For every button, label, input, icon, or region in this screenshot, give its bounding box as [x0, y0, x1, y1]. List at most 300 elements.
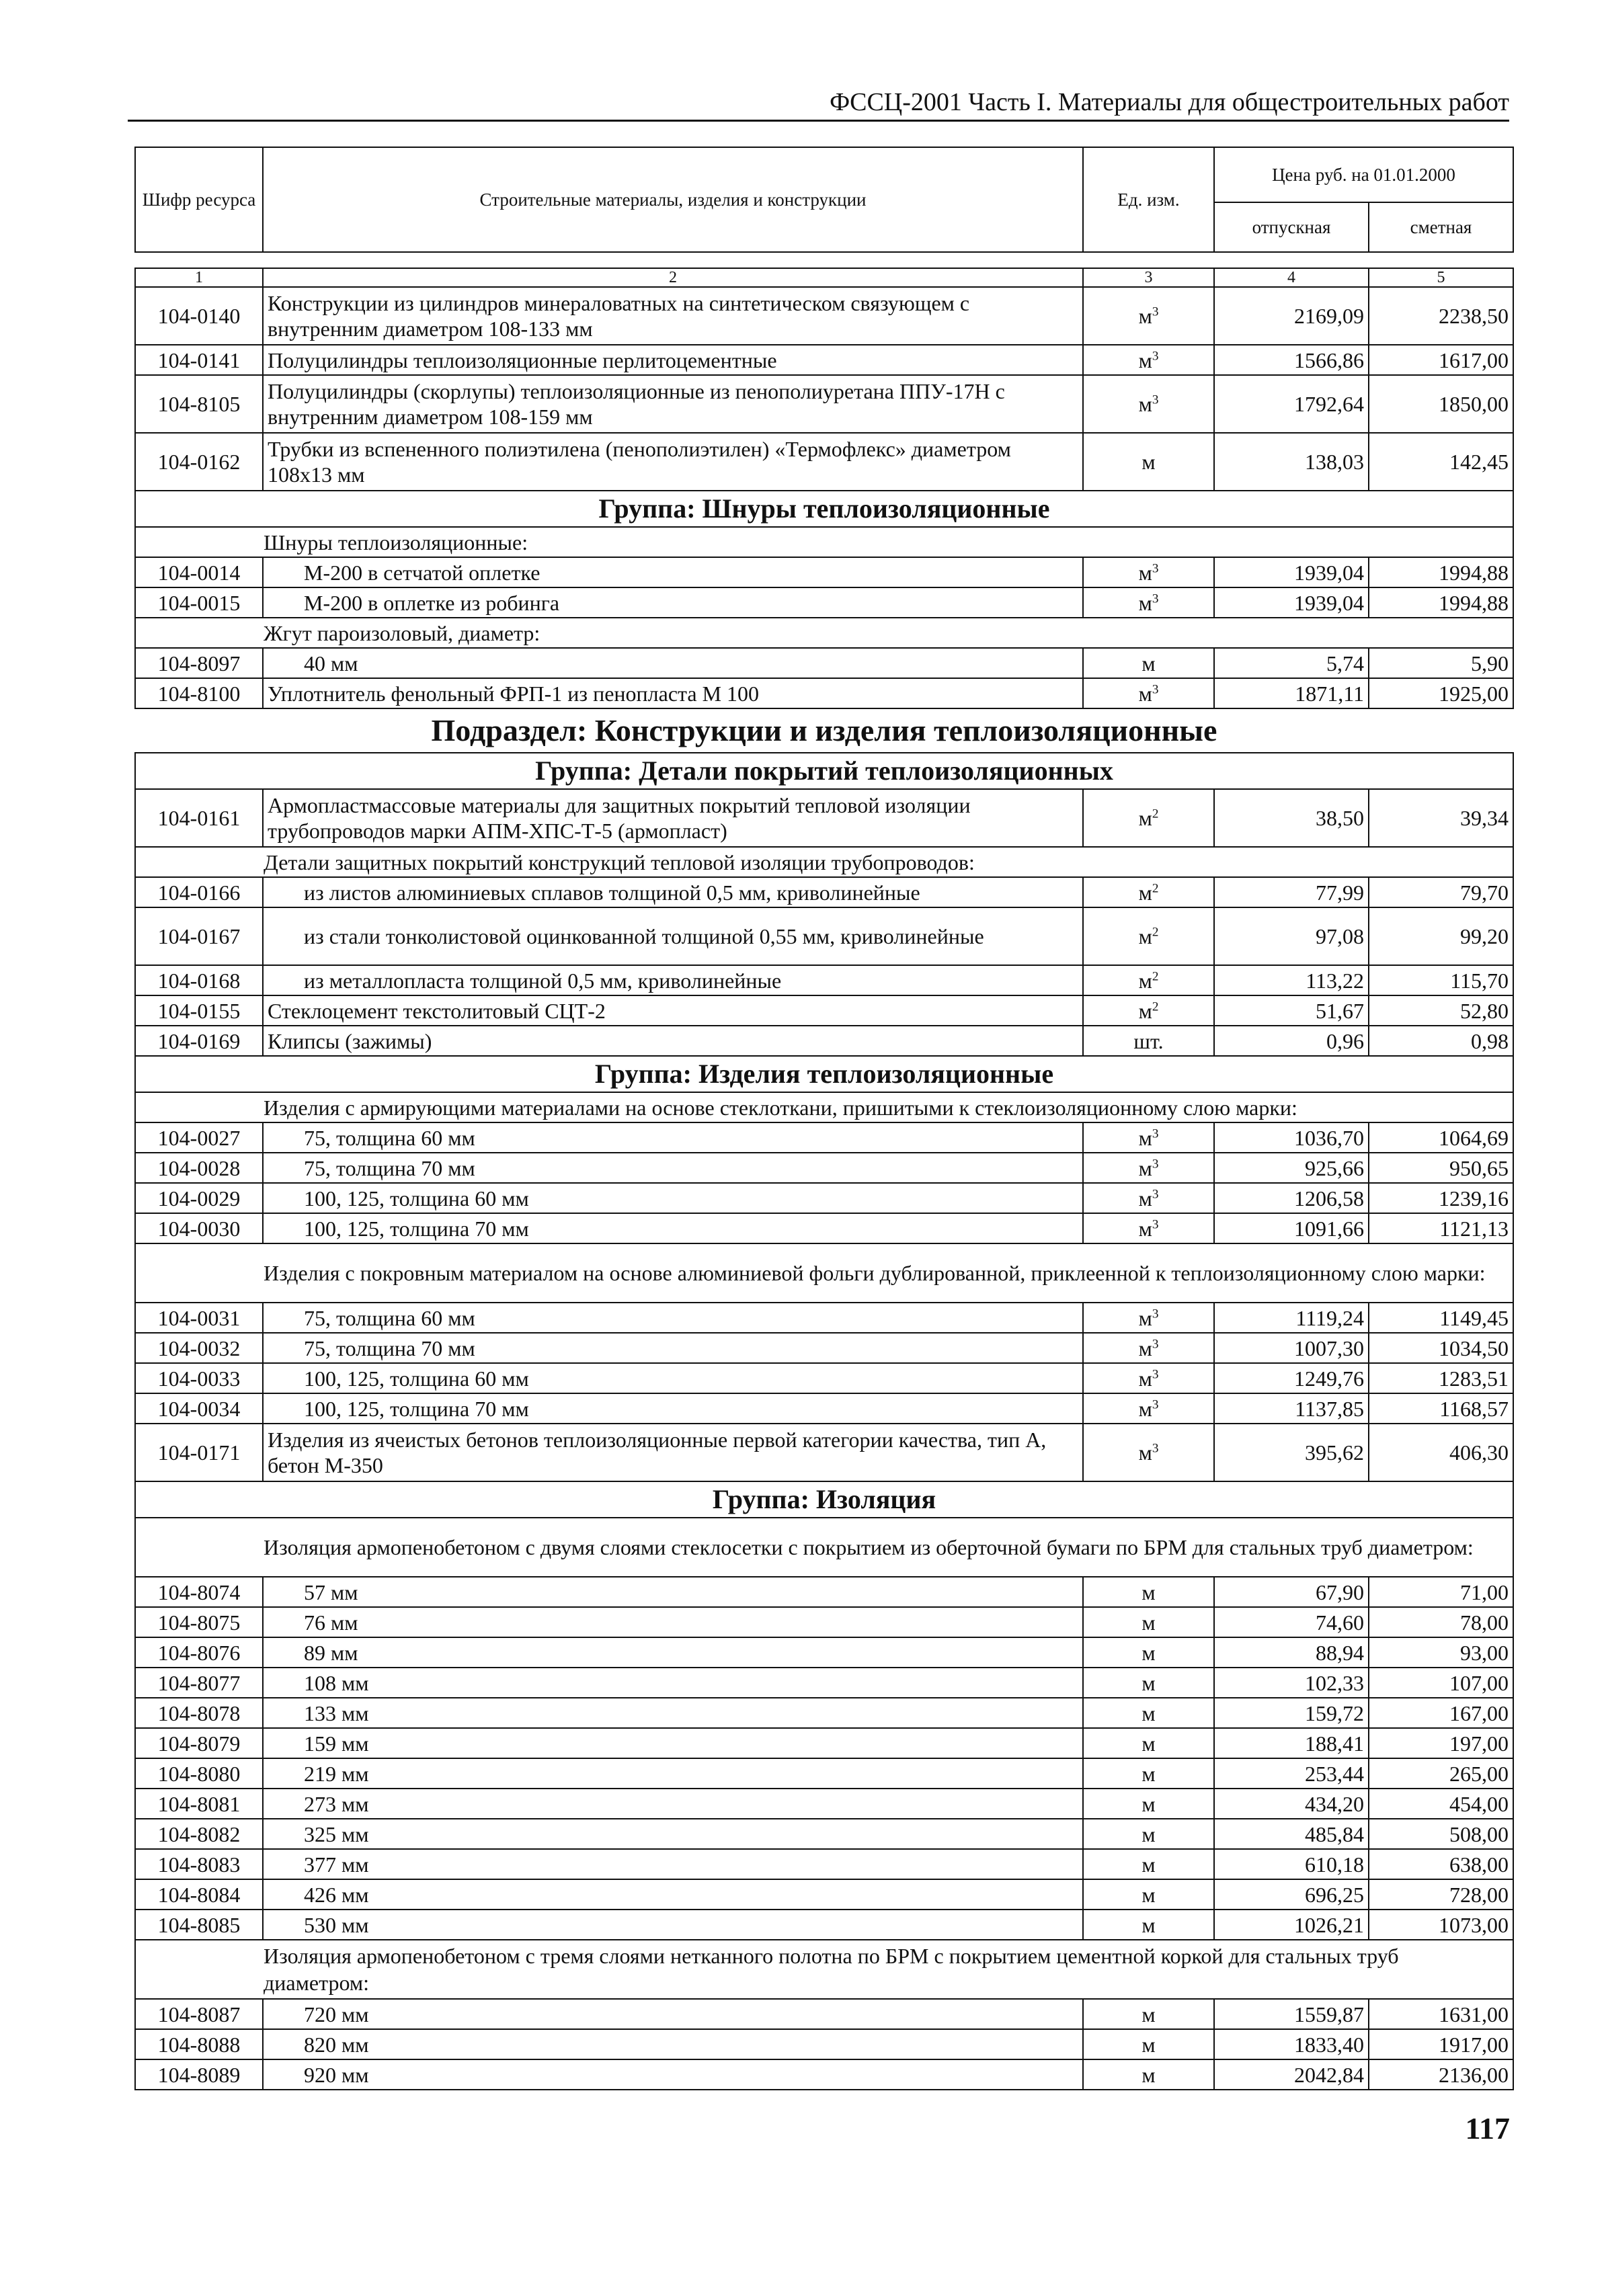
unit-exponent: 3 — [1152, 1306, 1159, 1321]
unit-cell — [1083, 1728, 1214, 1758]
estimate-price: 115,70 — [1369, 965, 1513, 995]
release-price: 1007,30 — [1214, 1333, 1369, 1363]
unit-text: м — [1141, 1791, 1156, 1816]
unit-text: м — [1138, 924, 1152, 948]
release-price: 1871,11 — [1214, 678, 1369, 708]
note-text: Изоляция армопенобетоном с тремя слоями нетканного полотна по БРМ с покрытием цементной коркой для стальных труб диаметром: — [135, 1940, 1513, 1999]
unit-text: м — [1141, 1700, 1156, 1725]
estimate-price: 2238,50 — [1369, 287, 1513, 345]
unit-cell — [1083, 1910, 1214, 1940]
note-text: Изделия с армирующими материалами на основе стеклоткани, пришитыми к стеклоизоляционному слою марки: — [135, 1092, 1513, 1122]
release-price: 0,96 — [1214, 1026, 1369, 1056]
estimate-price: 142,45 — [1369, 433, 1513, 491]
material-name: 159 мм — [263, 1728, 1083, 1758]
table-row — [135, 1026, 1513, 1056]
material-name: 75, толщина 60 мм — [263, 1303, 1083, 1333]
note-text: Изоляция армопенобетоном с двумя слоями стеклосетки с покрытием из оберточной бумаги по БРМ для стальных труб диаметром: — [135, 1518, 1513, 1577]
note-row — [135, 1243, 1513, 1303]
release-price: 434,20 — [1214, 1789, 1369, 1819]
unit-cell — [1083, 1637, 1214, 1668]
unit-exponent: 2 — [1152, 880, 1159, 895]
resource-code: 104-0029 — [135, 1183, 263, 1213]
material-name: 219 мм — [263, 1758, 1083, 1789]
estimate-price: 71,00 — [1369, 1577, 1513, 1607]
col-number-3: 3 — [1083, 268, 1214, 287]
unit-text: м — [1141, 1852, 1156, 1877]
release-price: 88,94 — [1214, 1637, 1369, 1668]
unit-cell — [1083, 1183, 1214, 1213]
release-price: 67,90 — [1214, 1577, 1369, 1607]
note-row — [135, 1518, 1513, 1577]
table-row — [135, 1668, 1513, 1698]
release-price: 1206,58 — [1214, 1183, 1369, 1213]
table-row — [135, 1393, 1513, 1424]
unit-text: м — [1138, 968, 1152, 993]
subsection-heading-row — [135, 708, 1513, 753]
table-row — [135, 1424, 1513, 1481]
estimate-price: 78,00 — [1369, 1607, 1513, 1637]
unit-text: м — [1141, 1821, 1156, 1846]
estimate-price: 1917,00 — [1369, 2029, 1513, 2059]
note-row — [135, 618, 1513, 648]
resource-code: 104-0033 — [135, 1363, 263, 1393]
col-header-estimate: сметная — [1369, 202, 1513, 252]
unit-exponent: 3 — [1152, 393, 1159, 407]
release-price: 1559,87 — [1214, 1999, 1369, 2029]
unit-text: м — [1138, 1336, 1152, 1360]
table-row — [135, 907, 1513, 965]
material-name: 100, 125, толщина 70 мм — [263, 1213, 1083, 1243]
estimate-price: 52,80 — [1369, 995, 1513, 1026]
estimate-price: 93,00 — [1369, 1637, 1513, 1668]
estimate-price: 1994,88 — [1369, 557, 1513, 587]
resource-code: 104-8085 — [135, 1910, 263, 1940]
material-name: 100, 125, толщина 60 мм — [263, 1363, 1083, 1393]
unit-exponent: 3 — [1152, 348, 1159, 363]
resource-code: 104-8074 — [135, 1577, 263, 1607]
release-price: 1792,64 — [1214, 375, 1369, 433]
resource-code: 104-0140 — [135, 287, 263, 345]
unit-cell — [1083, 1849, 1214, 1879]
resource-code: 104-0155 — [135, 995, 263, 1026]
unit-exponent: 3 — [1152, 682, 1159, 696]
table-row — [135, 1728, 1513, 1758]
estimate-price: 1283,51 — [1369, 1363, 1513, 1393]
table-row — [135, 1333, 1513, 1363]
resource-code: 104-0141 — [135, 345, 263, 375]
resource-code: 104-8079 — [135, 1728, 263, 1758]
table-row — [135, 1999, 1513, 2029]
release-price: 253,44 — [1214, 1758, 1369, 1789]
col-number-1: 1 — [135, 268, 263, 287]
table-row — [135, 1910, 1513, 1940]
estimate-price: 79,70 — [1369, 877, 1513, 907]
material-name: из стали тонколистовой оцинкованной толщиной 0,55 мм, криволинейные — [263, 907, 1083, 965]
material-name: 100, 125, толщина 70 мм — [263, 1393, 1083, 1424]
material-name: 920 мм — [263, 2059, 1083, 2090]
unit-cell — [1083, 1879, 1214, 1910]
col-number-4: 4 — [1214, 268, 1369, 287]
release-price: 1939,04 — [1214, 587, 1369, 618]
table-row — [135, 1213, 1513, 1243]
page-header: ФССЦ-2001 Часть I. Материалы для общестроительных работ — [128, 86, 1509, 122]
estimate-price: 1925,00 — [1369, 678, 1513, 708]
table-row — [135, 1153, 1513, 1183]
table-row — [135, 1789, 1513, 1819]
group-heading-row — [135, 1481, 1513, 1518]
subsection-heading: Подраздел: Конструкции и изделия теплоизоляционные — [135, 708, 1513, 753]
group-heading: Группа: Изоляция — [135, 1481, 1513, 1518]
material-name: из листов алюминиевых сплавов толщиной 0,5 мм, криволинейные — [263, 877, 1083, 907]
col-header-code: Шифр ресурса — [135, 147, 263, 252]
unit-text: м — [1138, 1155, 1152, 1180]
unit-text: м — [1138, 1366, 1152, 1391]
note-text: Изделия с покровным материалом на основе алюминиевой фольги дублированной, приклеенной к теплоизоляционному слою марки: — [135, 1243, 1513, 1303]
release-price: 1939,04 — [1214, 557, 1369, 587]
estimate-price: 1121,13 — [1369, 1213, 1513, 1243]
resource-code: 104-8087 — [135, 1999, 263, 2029]
material-name: 108 мм — [263, 1668, 1083, 1698]
estimate-price: 265,00 — [1369, 1758, 1513, 1789]
material-name: Трубки из вспененного полиэтилена (пенополиэтилен) «Термофлекс» диаметром 108х13 мм — [263, 433, 1083, 491]
material-name: Полуцилиндры теплоизоляционные перлитоцементные — [263, 345, 1083, 375]
estimate-price: 99,20 — [1369, 907, 1513, 965]
material-name: М-200 в оплетке из робинга — [263, 587, 1083, 618]
unit-cell — [1083, 375, 1214, 433]
col-header-price: Цена руб. на 01.01.2000 — [1214, 147, 1513, 202]
material-name: М-200 в сетчатой оплетке — [263, 557, 1083, 587]
group-heading: Группа: Детали покрытий теплоизоляционных — [135, 753, 1513, 789]
unit-cell — [1083, 1668, 1214, 1698]
unit-cell — [1083, 965, 1214, 995]
table-row — [135, 1577, 1513, 1607]
material-name: 75, толщина 60 мм — [263, 1122, 1083, 1153]
table-row — [135, 1879, 1513, 1910]
col-number-2: 2 — [263, 268, 1083, 287]
resource-code: 104-8105 — [135, 375, 263, 433]
release-price: 1119,24 — [1214, 1303, 1369, 1333]
group-heading: Группа: Изделия теплоизоляционные — [135, 1056, 1513, 1092]
resource-code: 104-0032 — [135, 1333, 263, 1363]
col-header-release: отпускная — [1214, 202, 1369, 252]
table-row — [135, 965, 1513, 995]
release-price: 1566,86 — [1214, 345, 1369, 375]
release-price: 2169,09 — [1214, 287, 1369, 345]
release-price: 1026,21 — [1214, 1910, 1369, 1940]
unit-text: м — [1141, 450, 1156, 474]
unit-exponent: 3 — [1152, 591, 1159, 606]
material-name: 40 мм — [263, 648, 1083, 678]
material-name: 325 мм — [263, 1819, 1083, 1849]
table-row — [135, 1183, 1513, 1213]
resource-code: 104-0015 — [135, 587, 263, 618]
unit-exponent: 3 — [1152, 561, 1159, 575]
unit-text: м — [1141, 1761, 1156, 1786]
unit-exponent: 3 — [1152, 1441, 1159, 1456]
material-name: 426 мм — [263, 1879, 1083, 1910]
note-text: Жгут пароизоловый, диаметр: — [135, 618, 1513, 648]
unit-cell — [1083, 877, 1214, 907]
release-price: 925,66 — [1214, 1153, 1369, 1183]
note-text: Детали защитных покрытий конструкций тепловой изоляции трубопроводов: — [135, 847, 1513, 877]
table-row — [135, 345, 1513, 375]
resource-code: 104-8084 — [135, 1879, 263, 1910]
material-name: 377 мм — [263, 1849, 1083, 1879]
unit-text: м — [1138, 1216, 1152, 1241]
note-row — [135, 527, 1513, 557]
unit-text: шт. — [1133, 1028, 1164, 1053]
unit-cell — [1083, 287, 1214, 345]
material-name: 820 мм — [263, 2029, 1083, 2059]
unit-cell — [1083, 1393, 1214, 1424]
unit-cell — [1083, 995, 1214, 1026]
unit-exponent: 3 — [1152, 1186, 1159, 1201]
material-name: 133 мм — [263, 1698, 1083, 1728]
note-row — [135, 1940, 1513, 1999]
release-price: 485,84 — [1214, 1819, 1369, 1849]
unit-text: м — [1138, 590, 1152, 615]
unit-text: м — [1138, 1305, 1152, 1330]
estimate-price: 1034,50 — [1369, 1333, 1513, 1363]
table-row — [135, 1819, 1513, 1849]
table-row — [135, 2059, 1513, 2090]
release-price: 1137,85 — [1214, 1393, 1369, 1424]
resource-code: 104-8100 — [135, 678, 263, 708]
unit-cell — [1083, 1999, 1214, 2029]
unit-text: м — [1138, 1396, 1152, 1421]
unit-cell — [1083, 1789, 1214, 1819]
material-name: Уплотнитель фенольный ФРП-1 из пенопласта М 100 — [263, 678, 1083, 708]
unit-cell — [1083, 1122, 1214, 1153]
unit-text: м — [1138, 1125, 1152, 1150]
material-name: 75, толщина 70 мм — [263, 1153, 1083, 1183]
release-price: 1036,70 — [1214, 1122, 1369, 1153]
unit-text: м — [1141, 1580, 1156, 1604]
resource-code: 104-0014 — [135, 557, 263, 587]
resource-code: 104-8081 — [135, 1789, 263, 1819]
unit-cell — [1083, 2059, 1214, 2090]
estimate-price: 1168,57 — [1369, 1393, 1513, 1424]
resource-code: 104-8078 — [135, 1698, 263, 1728]
material-name: Полуцилиндры (скорлупы) теплоизоляционные из пенополиуретана ППУ-17Н с внутренним диаметром 108-159 мм — [263, 375, 1083, 433]
resource-code: 104-8082 — [135, 1819, 263, 1849]
unit-cell — [1083, 1819, 1214, 1849]
estimate-price: 638,00 — [1369, 1849, 1513, 1879]
table-row — [135, 2029, 1513, 2059]
release-price: 5,74 — [1214, 648, 1369, 678]
material-name: 57 мм — [263, 1577, 1083, 1607]
unit-exponent: 2 — [1152, 925, 1159, 940]
table-row — [135, 1303, 1513, 1333]
group-heading-row — [135, 753, 1513, 789]
release-price: 696,25 — [1214, 1879, 1369, 1910]
unit-text: м — [1138, 392, 1152, 416]
estimate-price: 1994,88 — [1369, 587, 1513, 618]
unit-text: м — [1141, 1912, 1156, 1937]
release-price: 113,22 — [1214, 965, 1369, 995]
unit-text: м — [1141, 2002, 1156, 2026]
release-price: 77,99 — [1214, 877, 1369, 907]
table-row — [135, 678, 1513, 708]
release-price: 38,50 — [1214, 789, 1369, 847]
release-price: 138,03 — [1214, 433, 1369, 491]
resource-code: 104-8077 — [135, 1668, 263, 1698]
estimate-price: 508,00 — [1369, 1819, 1513, 1849]
unit-text: м — [1141, 2032, 1156, 2057]
material-name: 273 мм — [263, 1789, 1083, 1819]
release-price: 188,41 — [1214, 1728, 1369, 1758]
unit-exponent: 2 — [1152, 969, 1159, 983]
release-price: 395,62 — [1214, 1424, 1369, 1481]
estimate-price: 2136,00 — [1369, 2059, 1513, 2090]
unit-cell — [1083, 1577, 1214, 1607]
resource-code: 104-0028 — [135, 1153, 263, 1183]
material-name: Клипсы (зажимы) — [263, 1026, 1083, 1056]
unit-cell — [1083, 1026, 1214, 1056]
unit-text: м — [1141, 1882, 1156, 1907]
table-row — [135, 877, 1513, 907]
resource-code: 104-0167 — [135, 907, 263, 965]
resource-code: 104-8089 — [135, 2059, 263, 2090]
table-row — [135, 433, 1513, 491]
note-text: Шнуры теплоизоляционные: — [135, 527, 1513, 557]
estimate-price: 454,00 — [1369, 1789, 1513, 1819]
release-price: 51,67 — [1214, 995, 1369, 1026]
resource-code: 104-0166 — [135, 877, 263, 907]
table-row — [135, 789, 1513, 847]
material-name: 530 мм — [263, 1910, 1083, 1940]
unit-text: м — [1138, 304, 1152, 328]
note-row — [135, 1092, 1513, 1122]
resource-code: 104-0030 — [135, 1213, 263, 1243]
table-row — [135, 587, 1513, 618]
unit-text: м — [1141, 1610, 1156, 1635]
unit-cell — [1083, 678, 1214, 708]
estimate-price: 1631,00 — [1369, 1999, 1513, 2029]
page-number: 117 — [1465, 2111, 1510, 2145]
unit-text: м — [1138, 1440, 1152, 1465]
release-price: 102,33 — [1214, 1668, 1369, 1698]
unit-text: м — [1138, 1186, 1152, 1211]
unit-cell — [1083, 1607, 1214, 1637]
release-price: 1249,76 — [1214, 1363, 1369, 1393]
resource-code: 104-8083 — [135, 1849, 263, 1879]
resource-code: 104-0168 — [135, 965, 263, 995]
material-name: из металлопласта толщиной 0,5 мм, криволинейные — [263, 965, 1083, 995]
resource-code: 104-0169 — [135, 1026, 263, 1056]
unit-exponent: 3 — [1152, 304, 1159, 319]
table-row — [135, 995, 1513, 1026]
material-name: 720 мм — [263, 1999, 1083, 2029]
estimate-price: 406,30 — [1369, 1424, 1513, 1481]
table-row — [135, 287, 1513, 345]
unit-exponent: 3 — [1152, 1217, 1159, 1231]
estimate-price: 0,98 — [1369, 1026, 1513, 1056]
unit-exponent: 2 — [1152, 999, 1159, 1014]
release-price: 1091,66 — [1214, 1213, 1369, 1243]
unit-exponent: 2 — [1152, 807, 1159, 821]
table-row — [135, 1363, 1513, 1393]
table-row — [135, 1758, 1513, 1789]
release-price: 74,60 — [1214, 1607, 1369, 1637]
unit-exponent: 3 — [1152, 1156, 1159, 1171]
table-row — [135, 1698, 1513, 1728]
unit-exponent: 3 — [1152, 1126, 1159, 1141]
col-number-5: 5 — [1369, 268, 1513, 287]
material-name: Стеклоцемент текстолитовый СЦТ-2 — [263, 995, 1083, 1026]
resource-code: 104-0034 — [135, 1393, 263, 1424]
col-header-name: Строительные материалы, изделия и конструкции — [263, 147, 1083, 252]
estimate-price: 950,65 — [1369, 1153, 1513, 1183]
resource-code: 104-0031 — [135, 1303, 263, 1333]
unit-cell — [1083, 587, 1214, 618]
unit-text: м — [1138, 681, 1152, 706]
release-price: 97,08 — [1214, 907, 1369, 965]
table-row — [135, 557, 1513, 587]
resource-code: 104-0171 — [135, 1424, 263, 1481]
material-name: 89 мм — [263, 1637, 1083, 1668]
estimate-price: 1850,00 — [1369, 375, 1513, 433]
estimate-price: 1149,45 — [1369, 1303, 1513, 1333]
unit-text: м — [1141, 2062, 1156, 2087]
release-price: 2042,84 — [1214, 2059, 1369, 2090]
resource-code: 104-0162 — [135, 433, 263, 491]
estimate-price: 5,90 — [1369, 648, 1513, 678]
col-header-unit: Ед. изм. — [1083, 147, 1214, 252]
estimate-price: 167,00 — [1369, 1698, 1513, 1728]
resource-code: 104-8080 — [135, 1758, 263, 1789]
unit-cell — [1083, 2029, 1214, 2059]
table-row — [135, 1122, 1513, 1153]
unit-cell — [1083, 648, 1214, 678]
group-heading-row — [135, 491, 1513, 527]
estimate-price: 107,00 — [1369, 1668, 1513, 1698]
release-price: 1833,40 — [1214, 2029, 1369, 2059]
table-row — [135, 648, 1513, 678]
estimate-price: 728,00 — [1369, 1879, 1513, 1910]
release-price: 610,18 — [1214, 1849, 1369, 1879]
table-row — [135, 375, 1513, 433]
table-row — [135, 1849, 1513, 1879]
table-row — [135, 1637, 1513, 1668]
unit-cell — [1083, 1213, 1214, 1243]
unit-exponent: 3 — [1152, 1366, 1159, 1381]
estimate-price: 1239,16 — [1369, 1183, 1513, 1213]
price-table — [134, 147, 1514, 2090]
resource-code: 104-0027 — [135, 1122, 263, 1153]
group-heading: Группа: Шнуры теплоизоляционные — [135, 491, 1513, 527]
unit-cell — [1083, 1153, 1214, 1183]
resource-code: 104-8097 — [135, 648, 263, 678]
resource-code: 104-8075 — [135, 1607, 263, 1637]
unit-cell — [1083, 1698, 1214, 1728]
unit-cell — [1083, 1363, 1214, 1393]
unit-cell — [1083, 557, 1214, 587]
resource-code: 104-0161 — [135, 789, 263, 847]
release-price: 159,72 — [1214, 1698, 1369, 1728]
unit-cell — [1083, 789, 1214, 847]
estimate-price: 1064,69 — [1369, 1122, 1513, 1153]
table-row — [135, 1607, 1513, 1637]
estimate-price: 1073,00 — [1369, 1910, 1513, 1940]
material-name: Конструкции из цилиндров минераловатных на синтетическом связующем с внутренним диаметром 108-133 мм — [263, 287, 1083, 345]
unit-text: м — [1141, 651, 1156, 675]
unit-cell — [1083, 345, 1214, 375]
resource-code: 104-8076 — [135, 1637, 263, 1668]
material-name: 75, толщина 70 мм — [263, 1333, 1083, 1363]
unit-text: м — [1141, 1670, 1156, 1695]
unit-text: м — [1138, 806, 1152, 830]
